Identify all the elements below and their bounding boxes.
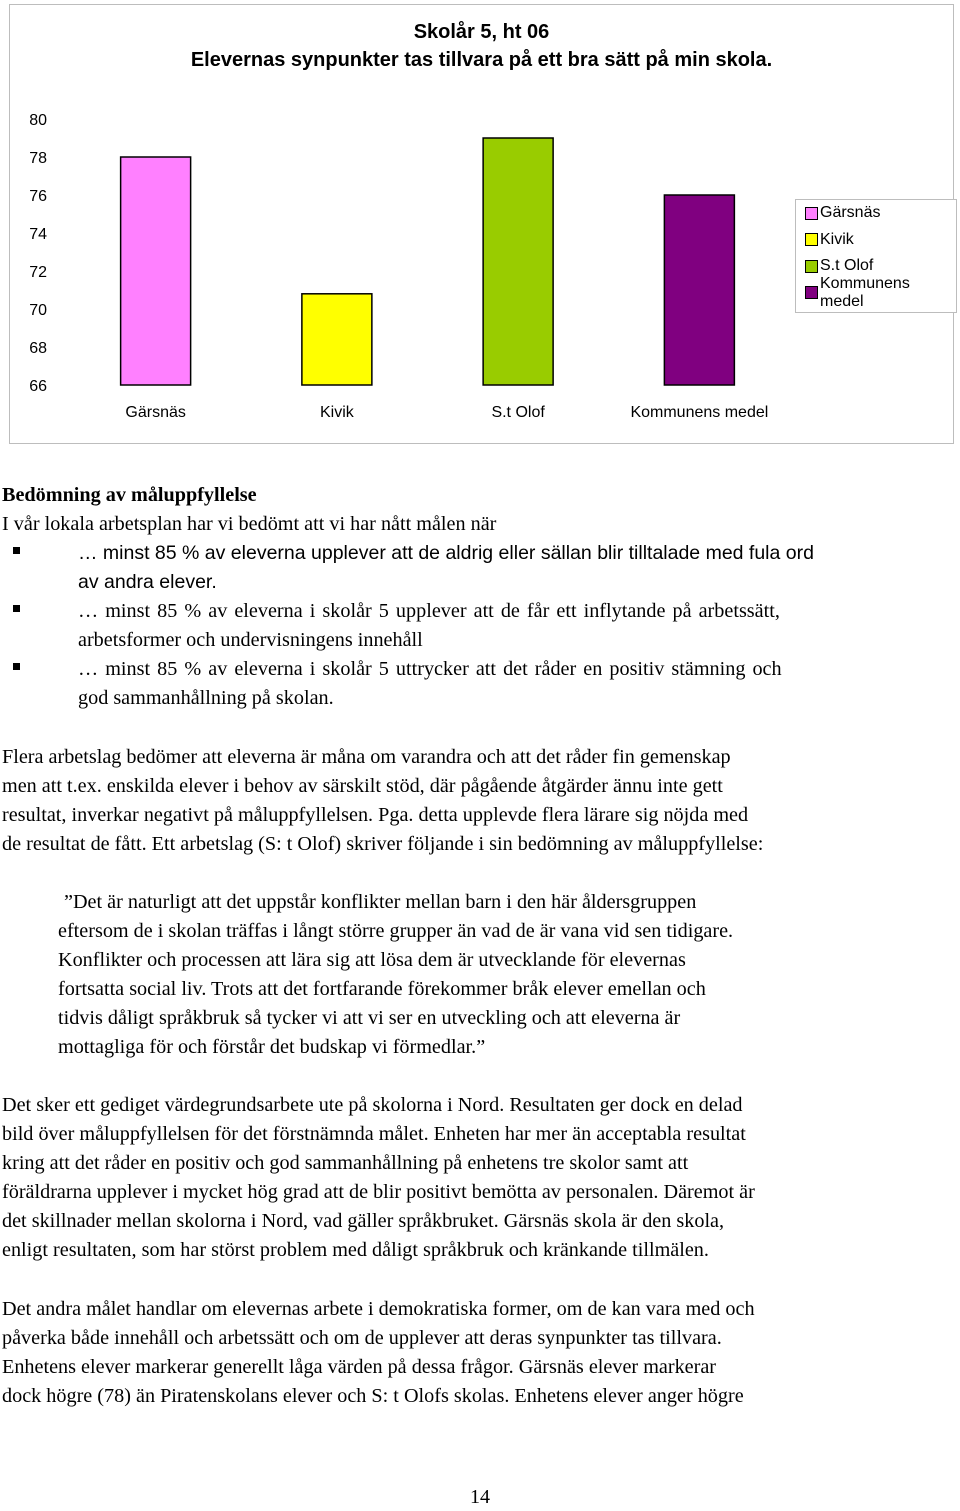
y-tick-label: 76 [29, 188, 47, 205]
quote-line: mottagliga för och förstår det budskap vi förmedlar.” [58, 1036, 486, 1058]
legend-label: Kommunens medel [820, 274, 910, 310]
legend-label: S.t Olof [820, 257, 874, 275]
paragraph-1-line: Flera arbetslag bedömer att eleverna är måna om varandra och att det råder fin gemenskap [2, 746, 731, 768]
y-tick-label: 70 [29, 302, 47, 319]
page-number: 14 [470, 1486, 490, 1508]
quote-line: tidvis dåligt språkbruk så tycker vi att vi ser en utveckling och att eleverna är [58, 1007, 681, 1029]
bar-3 [483, 138, 553, 385]
paragraph-3-line: Det andra målet handlar om elevernas arbete i demokratiska former, om de kan vara med och [2, 1298, 755, 1320]
x-tick-label: S.t Olof [491, 404, 545, 421]
quote-line: ”Det är naturligt att det uppstår konflikter mellan barn i den här åldersgruppen [64, 891, 697, 913]
chart-title: Skolår 5, ht 06 [413, 21, 550, 43]
bullet-1-line1: … minst 85 % av eleverna upplever att de aldrig eller sällan blir tilltalade med fula ord [78, 542, 814, 564]
y-tick-label: 80 [29, 112, 47, 129]
legend-swatch [805, 286, 818, 299]
legend-item [796, 200, 956, 227]
x-tick-label: Kivik [319, 404, 354, 421]
paragraph-2-line: bild över måluppfyllelsen för det förstnämnda målet. Enheten har mer än acceptabla resultat [2, 1123, 746, 1145]
y-tick-label: 78 [29, 150, 47, 167]
y-tick-label: 68 [29, 340, 47, 357]
paragraph-2-line: enligt resultaten, som har störst problem med dåligt språkbruk och kränkande tillmälen. [2, 1239, 709, 1261]
bullet-marker [13, 663, 20, 670]
bullet-marker [13, 547, 20, 554]
legend-swatch [805, 233, 818, 246]
bar-4 [664, 195, 734, 385]
paragraph-2-line: det skillnader mellan skolorna i Nord, vad gäller språkbruket. Gärsnäs skola är den skola, [2, 1210, 725, 1232]
bullet-3-line2: god sammanhållning på skolan. [78, 687, 334, 709]
bullet-1-line2: av andra elever. [78, 571, 217, 593]
legend-swatch [805, 260, 818, 273]
legend-label: Gärsnäs [820, 204, 881, 222]
paragraph-3-line: dock högre (78) än Piratenskolans elever och S: t Olofs skolas. Enhetens elever anger högre [2, 1385, 744, 1407]
bullet-marker [13, 605, 20, 612]
paragraph-2-line: Det sker ett gediget värdegrundsarbete ute på skolorna i Nord. Resultaten ger dock en delad [2, 1094, 743, 1116]
paragraph-2-line: kring att det råder en positiv och god sammanhållning på enhetens tre skolor samt att [2, 1152, 689, 1174]
legend-swatch [805, 207, 818, 220]
quote-line: fortsatta social liv. Trots att det fortfarande förekommer bråk elever emellan och [58, 978, 706, 1000]
y-tick-label: 74 [29, 226, 47, 243]
bullet-2-line2: arbetsformer och undervisningens innehåll [78, 629, 423, 651]
x-tick-label: Kommunens medel [630, 404, 769, 421]
paragraph-2-line: föräldrarna upplever i mycket hög grad att de blir positivt bemötta av personalen. Däremot är [2, 1181, 755, 1203]
paragraph-1-line: resultat, inverkar negativt på måluppfyllelsen. Pga. detta upplevde flera lärare sig nöjda med [2, 804, 749, 826]
legend-item [796, 227, 956, 254]
paragraph-3-line: Enhetens elever markerar generellt låga värden på dessa frågor. Gärsnäs elever markerar [2, 1356, 717, 1378]
section-heading: Bedömning av måluppfyllelse [2, 484, 257, 506]
paragraph-1-line: men att t.ex. enskilda elever i behov av särskilt stöd, där pågående åtgärder ännu inte gett [2, 775, 723, 797]
y-tick-label: 72 [29, 264, 47, 281]
bullet-2-line1: … minst 85 % av eleverna i skolår 5 upplever att de får ett inflytande på arbetssätt, [78, 600, 780, 622]
paragraph-1-line: de resultat de fått. Ett arbetslag (S: t Olof) skriver följande i sin bedömning av måluppfyllelse: [2, 833, 764, 855]
chart-area [9, 4, 954, 444]
y-tick-label: 66 [29, 378, 47, 395]
intro-text: I vår lokala arbetsplan har vi bedömt att vi har nått målen när [2, 513, 497, 535]
bar-1 [121, 157, 191, 385]
chart-subtitle: Elevernas synpunkter tas tillvara på ett bra sätt på min skola. [190, 49, 773, 71]
legend-label: Kivik [820, 230, 854, 248]
chart-legend [795, 199, 957, 313]
paragraph-3-line: påverka både innehåll och arbetssätt och om de upplever att deras synpunkter tas tillvara. [2, 1327, 722, 1349]
x-tick-label: Gärsnäs [125, 404, 186, 421]
quote-line: eftersom de i skolan träffas i långt större grupper än vad de är vana vid sen tidigare. [58, 920, 734, 942]
quote-line: Konflikter och processen att lära sig att lösa dem är utvecklande för elevernas [58, 949, 686, 971]
bar-2 [302, 294, 372, 385]
bullet-3-line1: … minst 85 % av eleverna i skolår 5 uttrycker att det råder en positiv stämning och [78, 658, 782, 680]
legend-item [796, 274, 956, 310]
